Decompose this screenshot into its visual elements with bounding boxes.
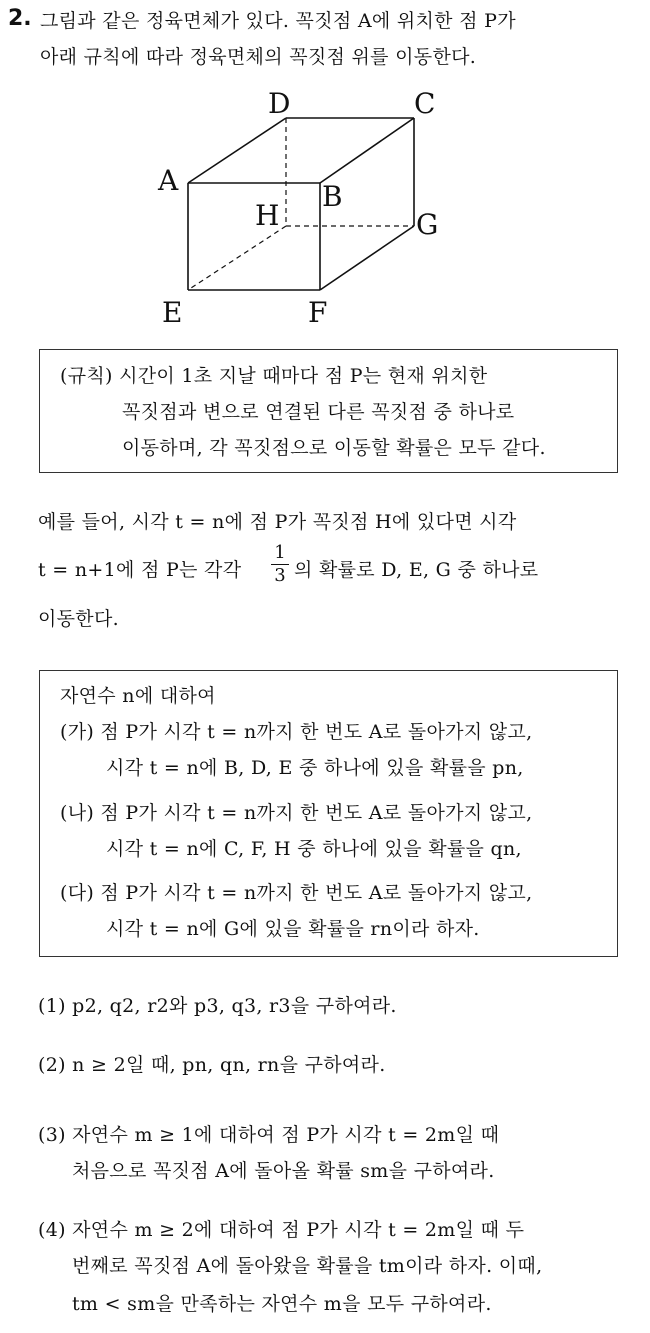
problem-number: 2.	[8, 6, 32, 31]
question-3-line-2: 처음으로 꼭짓점 A에 돌아올 확률 sm을 구하여라.	[72, 1160, 495, 1182]
question-4-line-1: (4) 자연수 m ≥ 2에 대하여 점 P가 시각 t = 2m일 때 두	[38, 1219, 525, 1241]
fraction-one-third	[271, 543, 289, 586]
definition-da-line-2: 시각 t = n에 G에 있을 확률을 rn이라 하자.	[106, 918, 480, 940]
vertex-label-c: C	[414, 87, 436, 120]
intro-line-1: 그림과 같은 정육면체가 있다. 꼭짓점 A에 위치한 점 P가	[40, 10, 516, 32]
question-1: (1) p2, q2, r2와 p3, q3, r3을 구하여라.	[38, 995, 397, 1017]
vertex-label-d: D	[268, 87, 291, 120]
question-2: (2) n ≥ 2일 때, pn, qn, rn을 구하여라.	[38, 1054, 386, 1076]
example-line-3: 이동한다.	[38, 608, 119, 630]
vertex-label-b: B	[322, 180, 343, 213]
vertex-label-h: H	[255, 199, 280, 232]
definition-na-line-1: (나) 점 P가 시각 t = n까지 한 번도 A로 돌아가지 않고,	[60, 802, 533, 824]
vertex-label-e: E	[162, 296, 183, 329]
definition-da-line-1: (다) 점 P가 시각 t = n까지 한 번도 A로 돌아가지 않고,	[60, 882, 533, 904]
fraction-denominator: 3	[274, 565, 286, 586]
question-4-line-2: 번째로 꼭짓점 A에 돌아왔을 확률을 tm이라 하자. 이때,	[72, 1255, 543, 1277]
rule-line-2: 꼭짓점과 변으로 연결된 다른 꼭짓점 중 하나로	[122, 401, 515, 423]
vertex-label-g: G	[416, 208, 439, 241]
intro-line-2: 아래 규칙에 따라 정육면체의 꼭짓점 위를 이동한다.	[40, 46, 477, 68]
question-3-line-1: (3) 자연수 m ≥ 1에 대하여 점 P가 시각 t = 2m일 때	[38, 1124, 500, 1146]
vertex-label-a: A	[158, 164, 179, 197]
example-line-2a: t = n+1에 점 P는 각각	[38, 559, 242, 581]
fraction-numerator: 1	[274, 542, 286, 563]
example-line-1: 예를 들어, 시각 t = n에 점 P가 꼭짓점 H에 있다면 시각	[38, 511, 517, 533]
rule-line-3: 이동하며, 각 꼭짓점으로 이동할 확률은 모두 같다.	[122, 437, 546, 459]
definition-ga-line-1: (가) 점 P가 시각 t = n까지 한 번도 A로 돌아가지 않고,	[60, 721, 533, 743]
question-4-line-3: tm < sm을 만족하는 자연수 m을 모두 구하여라.	[72, 1293, 492, 1315]
example-line-2b: 의 확률로 D, E, G 중 하나로	[294, 559, 539, 581]
vertex-label-f: F	[308, 296, 328, 329]
definition-na-line-2: 시각 t = n에 C, F, H 중 하나에 있을 확률을 qn,	[106, 838, 522, 860]
definition-ga-line-2: 시각 t = n에 B, D, E 중 하나에 있을 확률을 pn,	[106, 757, 524, 779]
definitions-intro: 자연수 n에 대하여	[60, 685, 216, 707]
rule-line-1: (규칙) 시간이 1초 지날 때마다 점 P는 현재 위치한	[60, 365, 488, 387]
